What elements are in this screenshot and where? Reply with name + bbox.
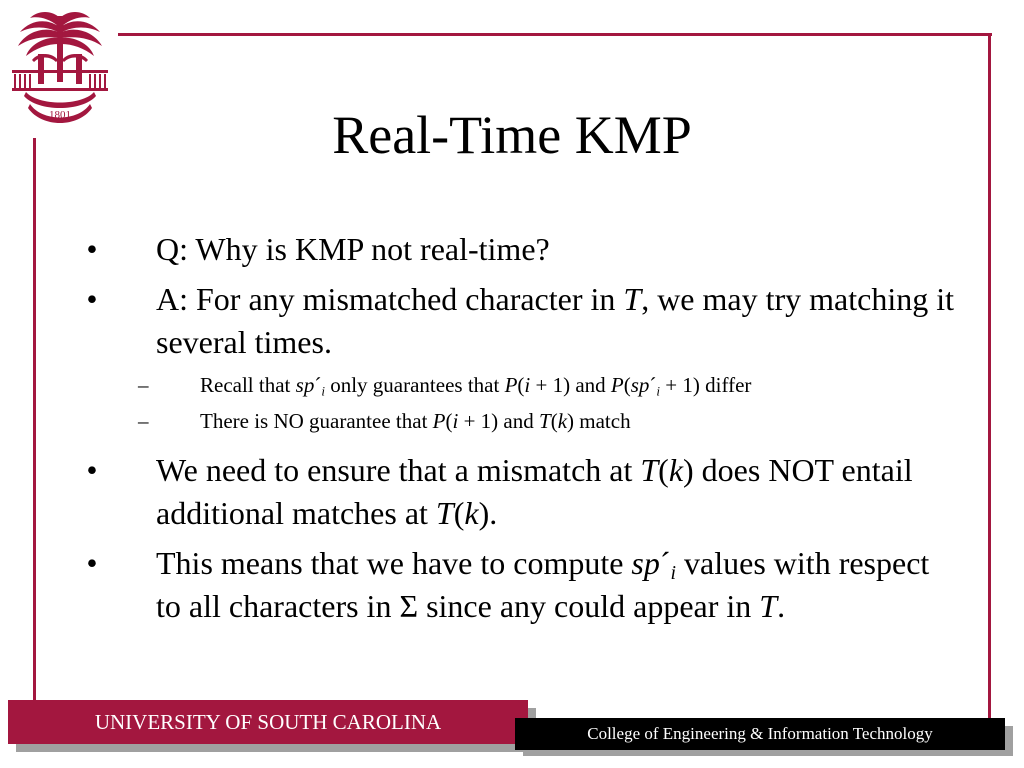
bullet-item xyxy=(80,228,960,271)
bullet-mark: • xyxy=(86,545,98,581)
college-banner: College of Engineering & Information Technology xyxy=(515,718,1005,750)
university-banner: UNIVERSITY OF SOUTH CAROLINA xyxy=(8,700,528,744)
slide-frame-left xyxy=(33,138,36,704)
slide-frame-top xyxy=(118,33,992,36)
bullet-mark: • xyxy=(86,452,98,488)
slide-title: Real-Time KMP xyxy=(332,105,692,165)
bullet-mark: • xyxy=(86,281,98,317)
bullet-item xyxy=(80,449,960,535)
bullet-text: Q: Why is KMP not real-time? xyxy=(156,231,550,267)
sub-bullet-item xyxy=(80,407,960,435)
sub-bullet-text: There is NO guarantee that P(i + 1) and T(k) match xyxy=(200,409,631,433)
bullet-text: We need to ensure that a mismatch at T(k) does NOT entail additional matches at T(k). xyxy=(156,452,913,531)
bullet-text: A: For any mismatched character in T, we may try matching it several times. xyxy=(156,281,954,360)
sub-bullet-mark: – xyxy=(138,409,149,433)
logo-year: 1801 xyxy=(49,109,71,121)
sub-bullet-item xyxy=(80,371,960,399)
bullet-item xyxy=(80,542,960,628)
slide-body xyxy=(80,228,960,635)
bullet-text: This means that we have to compute $sp´_i$ values with respect to all characters in Σ since any could appear in T. xyxy=(156,545,930,624)
sub-bullet-mark: – xyxy=(138,373,149,397)
bullet-item xyxy=(80,278,960,364)
bullet-mark: • xyxy=(86,231,98,267)
sub-bullet-text: Recall that $sp´_i$ only guarantees that P(i + 1) and $P(sp´_i + 1)$ differ xyxy=(200,373,752,399)
